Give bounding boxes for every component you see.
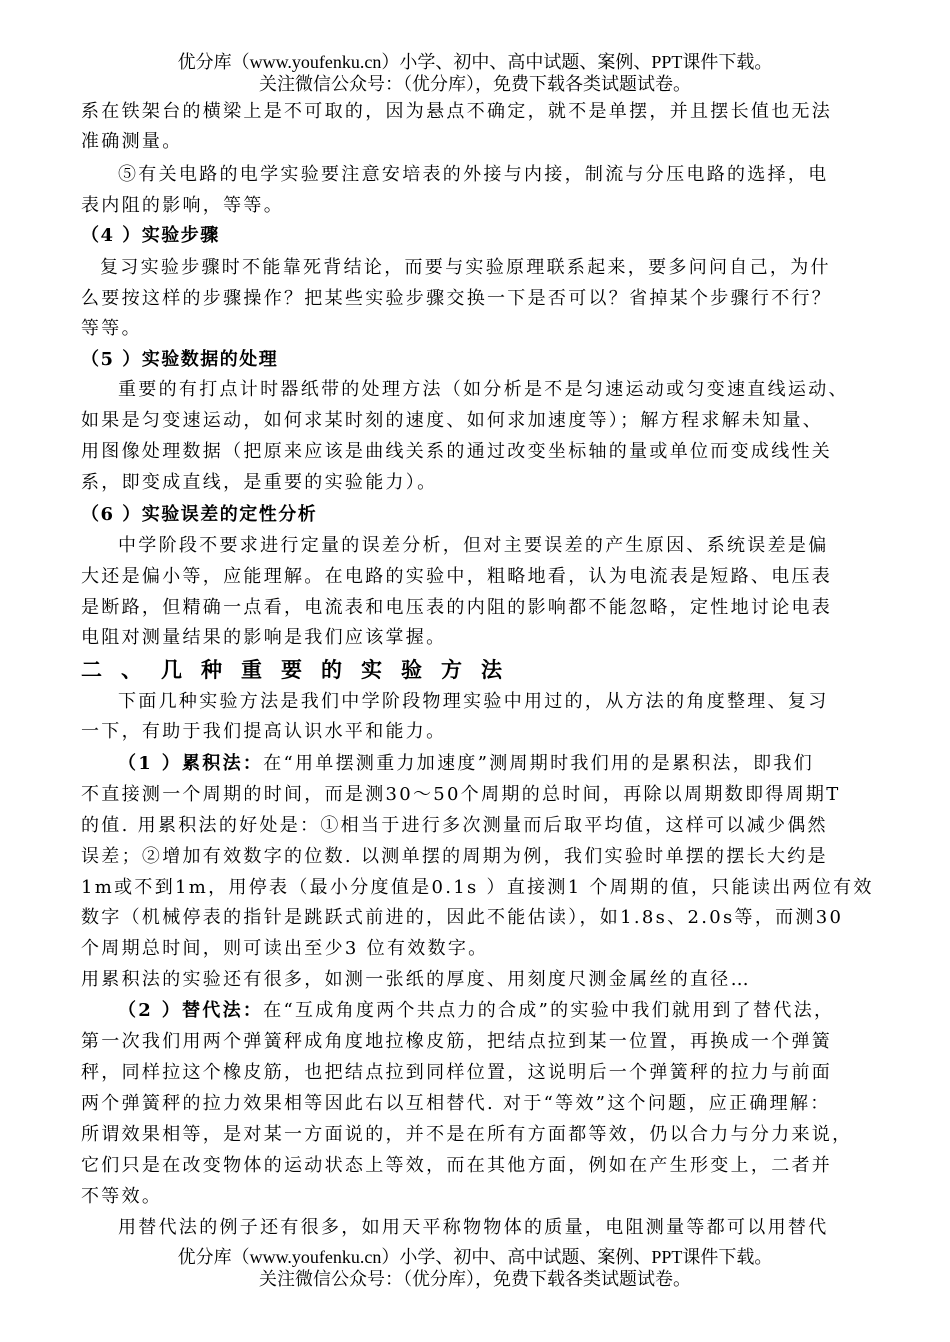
subheading-steps: （4 ）实验步骤 [81,225,220,246]
paragraph-line: 电阻对测量结果的影响是我们应该掌握。 [81,627,447,648]
paragraph-line: 秤，同样拉这个橡皮筋，也把结点拉到同样位置，这说明后一个弹簧秤的拉力与前面 [81,1062,833,1083]
paragraph-line: 一下，有助于我们提高认识水平和能力。 [81,721,447,742]
paragraph-line: 复习实验步骤时不能靠死背结论，而要与实验原理联系起来，要多问问自己，为什 [100,257,831,278]
paragraph-line: 两个弹簧秤的拉力效果相等因此右以互相替代. 对于“等效”这个问题，应正确理解： [81,1093,831,1114]
method-accumulation-first-line [118,750,871,778]
paragraph-line: 不直接测一个周期的时间，而是测30～50个周期的总时间，再除以周期数即得周期T [81,784,841,805]
paragraph-line: 用图像处理数据（把原来应该是曲线关系的通过改变坐标轴的量或单位而变成线性关 [81,441,833,462]
method-accumulation-text: 在“用单摆测重力加速度”测周期时我们用的是累积法，即我们 [263,753,815,774]
header-line-1: 优分库（www.youfenku.cn）小学、初中、高中试题、案例、PPT课件下载。 [177,52,773,72]
paragraph-line: ⑤有关电路的电学实验要注意安培表的外接与内接，制流与分压电路的选择，电 [118,164,829,185]
method-accumulation-label: （1 ）累积法： [118,753,264,774]
paragraph-line: 等等。 [81,318,142,339]
paragraph-line: 系在铁架台的横梁上是不可取的，因为悬点不确定，就不是单摆，并且摆长值也无法 [81,101,833,122]
paragraph-line: 用替代法的例子还有很多，如用天平称物物体的质量，电阻测量等都可以用替代 [118,1217,829,1238]
paragraph-line: 重要的有打点计时器纸带的处理方法（如分析是不是匀速运动或匀变速直线运动、 [118,379,849,400]
paragraph-line: 它们只是在改变物体的运动状态上等效，而在其他方面，例如在产生形变上，二者并 [81,1155,833,1176]
section-title: 二、几种重要的实验方法 [81,657,521,682]
subheading-data-processing: （5 ）实验数据的处理 [81,349,279,370]
footer-line-1: 优分库（www.youfenku.cn）小学、初中、高中试题、案例、PPT课件下载。 [177,1247,773,1267]
paragraph-line: 数字（机械停表的指针是跳跃式前进的，因此不能估读），如1.8s、2.0s等，而测30 [81,907,844,928]
header-line-2: 关注微信公众号：（优分库），免费下载各类试题试卷。 [259,74,691,94]
paragraph-line: 不等效。 [81,1186,163,1207]
subheading-error-analysis: （6 ）实验误差的定性分析 [81,504,318,525]
paragraph-line: 误差；②增加有效数字的位数. 以测单摆的周期为例，我们实验时单摆的摆长大约是 [81,846,828,867]
paragraph-line: 所谓效果相等，是对某一方面说的，并不是在所有方面都等效，仍以合力与分力来说， [81,1124,853,1145]
paragraph-line: 个周期总时间，则可读出至少3 位有效数字。 [81,938,489,959]
paragraph-line: 么要按这样的步骤操作？把某些实验步骤交换一下是否可以？省掉某个步骤行不行？ [81,288,833,309]
paragraph-line: 第一次我们用两个弹簧秤成角度地拉橡皮筋，把结点拉到某一位置，再换成一个弹簧 [81,1031,833,1052]
footer-line-2: 关注微信公众号：（优分库），免费下载各类试题试卷。 [259,1269,691,1289]
paragraph-line: 是断路，但精确一点看，电流表和电压表的内阻的影响都不能忽略，定性地讨论电表 [81,597,833,618]
paragraph-line: 中学阶段不要求进行定量的误差分析，但对主要误差的产生原因、系统误差是偏 [118,535,829,556]
paragraph-line: 表内阻的影响，等等。 [81,195,284,216]
paragraph-line: 下面几种实验方法是我们中学阶段物理实验中用过的，从方法的角度整理、复习 [118,691,829,712]
paragraph-line: 大还是偏小等，应能理解。在电路的实验中，粗略地看，认为电流表是短路、电压表 [81,566,833,587]
method-substitution-text: 在“互成角度两个共点力的合成”的实验中我们就用到了替代法， [263,1000,835,1021]
paragraph-line: 准确测量。 [81,131,183,152]
paragraph-line: 如果是匀变速运动，如何求某时刻的速度、如何求加速度等）；解方程求解未知量、 [81,410,824,431]
method-substitution-label: （2 ）替代法： [118,1000,264,1021]
method-substitution-first-line [118,997,871,1025]
paragraph-line: 系，即变成直线，是重要的实验能力）。 [81,472,438,493]
paragraph-line: 1m或不到1m，用停表（最小分度值是0.1s ）直接测1 个周期的值，只能读出两位有效 [81,877,874,898]
paragraph-line: 用累积法的实验还有很多，如测一张纸的厚度、用刻度尺测金属丝的直径… [81,969,751,990]
paragraph-line: 的值. 用累积法的好处是：①相当于进行多次测量而后取平均值，这样可以减少偶然 [81,815,828,836]
